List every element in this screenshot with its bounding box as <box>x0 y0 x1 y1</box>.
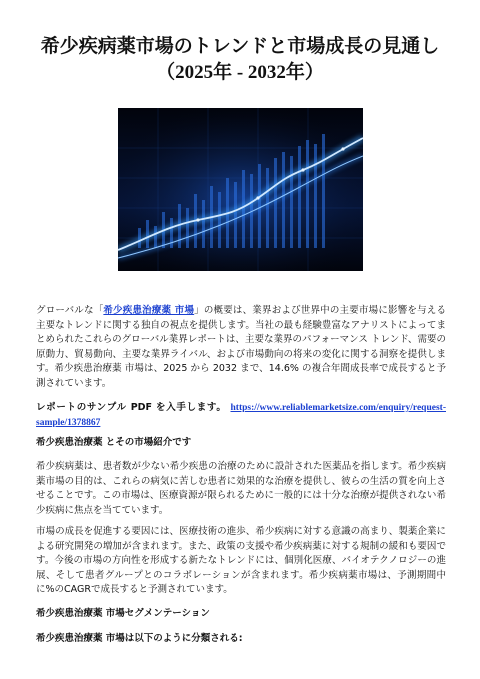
page-title <box>20 33 460 86</box>
hero-image-growth-chart <box>118 108 363 271</box>
sample-label: レポートのサンプル PDF を入手します。 <box>36 402 227 413</box>
section-heading-classification: 希少疾患治療薬 市場は以下のように分類される: <box>36 633 243 644</box>
intro-paragraph <box>36 304 446 391</box>
definition-paragraph: 希少疾病薬は、患者数が少ない希少疾患の治療のために設計された医薬品を指します。希少疾病薬市場の目的は、これらの病気に苦しむ患者に効果的な治療を提供し、彼らの生活の質を向上させることです。この市場は、医療資源が限られるために一般的には十分な治療が提供されない希少疾病に焦点を当てています。 <box>36 461 446 516</box>
section-heading-segmentation: 希少疾患治療薬 市場セグメンテーション <box>36 608 210 619</box>
section-heading-intro: 希少疾患治療薬 とその市場紹介です <box>36 437 192 448</box>
page-title-line2: （2025年 - 2032年） <box>156 62 324 83</box>
market-link[interactable]: 希少疾患治療薬 市場 <box>103 305 195 316</box>
intro-before: グローバルな「 <box>36 305 104 316</box>
intro-after: 」の概要は、業界および世界中の主要市場に影響を与える主要なトレンドに関する独自の視点を提供します。当社の最も経験豊富なアナリストによってまとめられたこれらのグローバル業界レポートは、主要な業界のパフォーマンス トレンド、需要の原動力、貿易動向、主要な業界ライバル、および市場動向の将来の変化に関する洞察を提供します。希少疾患治療薬 市場は、2025 から 2032 まで、14.6% の複合年間成長率で成長すると予測されています。 <box>36 305 446 389</box>
page-title-line1: 希少疾病薬市場のトレンドと市場成長の見通し <box>40 35 440 57</box>
hero-graphic <box>118 108 363 271</box>
sample-pdf-paragraph <box>36 401 446 430</box>
sample-request-link[interactable]: https://www.reliablemarketsize.com/enquiry/request-sample/1378867 <box>36 403 446 428</box>
growth-drivers-paragraph: 市場の成長を促進する要因には、医療技術の進歩、希少疾病に対する意識の高まり、製薬企業による研究開発の増加が含まれます。また、政策の支援や希少疾病薬に対する規制の緩和も要因です。今後の市場の方向性を形成する新たなトレンドには、個別化医療、バイオテクノロジーの進展、そして患者グループとのコラボレーションが含まれます。希少疾病薬市場は、予測期間中に%のCAGRで成長すると予測されています。 <box>36 526 446 595</box>
